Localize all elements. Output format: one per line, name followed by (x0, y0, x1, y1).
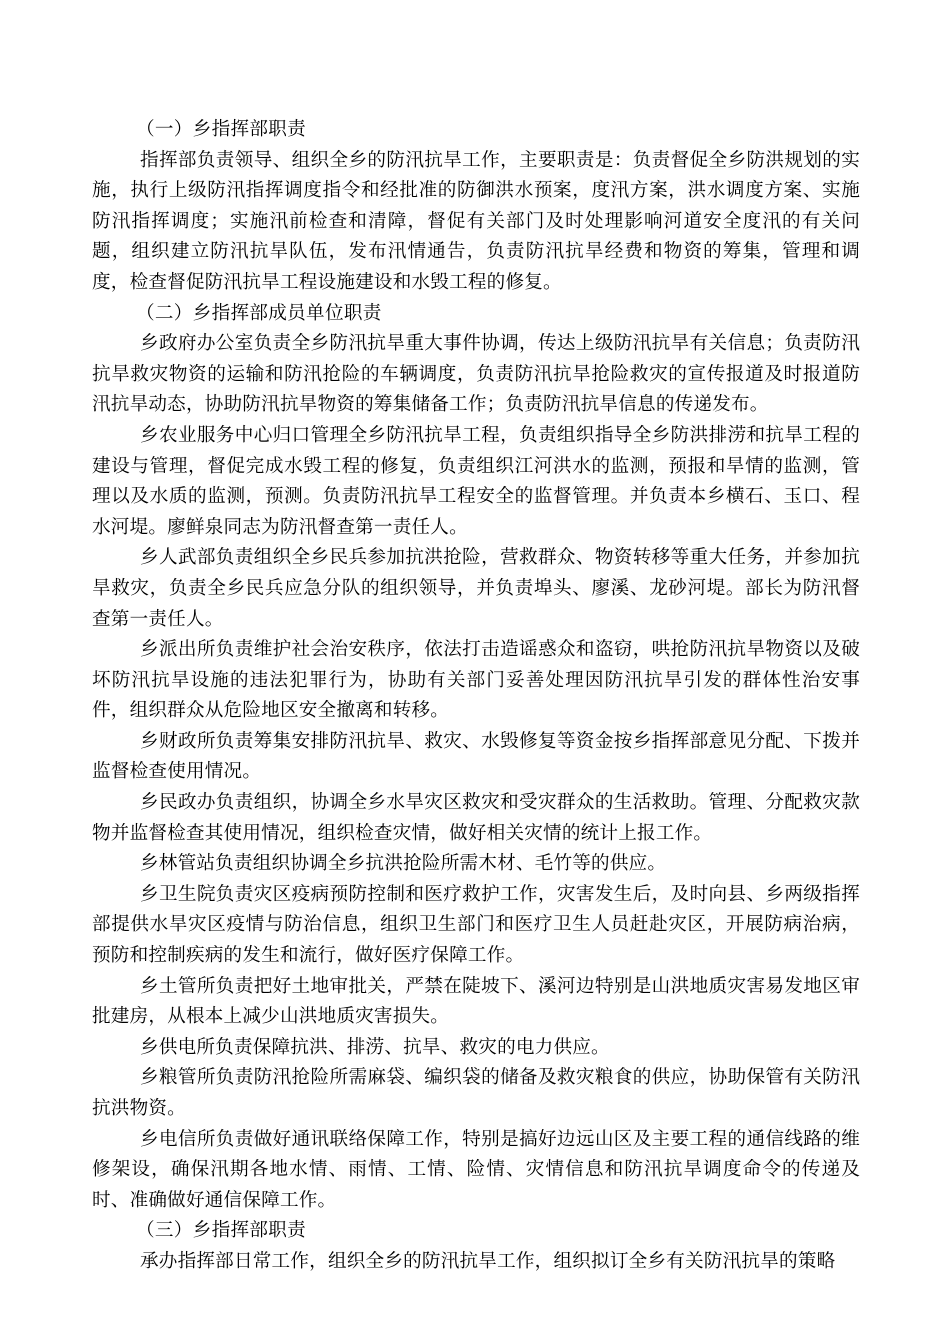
paragraph-health-center: 乡卫生院负责灾区疫病预防控制和医疗救护工作，灾害发生后，及时向县、乡两级指挥部提供水旱灾区疫情与防治信息，组织卫生部门和医疗卫生人员赶赴灾区，开展防病治病，预防和控制疾病的发生和流行，做好医疗保障工作。 (92, 883, 860, 967)
paragraph-agriculture-center: 乡农业服务中心归口管理全乡防汛抗旱工程，负责组织指导全乡防洪排涝和抗旱工程的建设与管理，督促完成水毁工程的修复，负责组织江河洪水的监测，预报和旱情的监测，管理以及水质的监测，预测。负责防汛抗旱工程安全的监督管理。并负责本乡横石、玉口、程水河堤。廖鲜泉同志为防汛督查第一责任人。 (92, 424, 860, 538)
paragraph-government-office: 乡政府办公室负责全乡防汛抗旱重大事件协调，传达上级防汛抗旱有关信息；负责防汛抗旱救灾物资的运输和防汛抢险的车辆调度，负责防汛抗旱抢险救灾的宣传报道及时报道防汛抗旱动态，协助防汛抗旱物资的筹集储备工作；负责防汛抗旱信息的传递发布。 (92, 333, 860, 416)
section-heading-2: （二）乡指挥部成员单位职责 (136, 302, 382, 324)
paragraph-civil-affairs: 乡民政办负责组织，协调全乡水旱灾区救灾和受灾群众的生活救助。管理、分配救灾款物并监督检查其使用情况，组织检查灾情，做好相关灾情的统计上报工作。 (92, 792, 860, 844)
paragraph-armed-forces: 乡人武部负责组织全乡民兵参加抗洪抢险，营救群众、物资转移等重大任务，并参加抗旱救灾，负责全乡民兵应急分队的组织领导，并负责埠头、廖溪、龙砂河堤。部长为防汛督查第一责任人。 (92, 547, 860, 630)
section-heading-3: （三）乡指挥部职责 (136, 1220, 307, 1242)
paragraph-grain-management: 乡粮管所负责防汛抢险所需麻袋、编织袋的储备及救灾粮食的供应，协助保管有关防汛抗洪物资。 (92, 1067, 860, 1119)
paragraph-office-duties: 承办指挥部日常工作，组织全乡的防汛抗旱工作，组织拟订全乡有关防汛抗旱的策略 (140, 1250, 836, 1272)
section-heading-1: （一）乡指挥部职责 (136, 119, 307, 140)
paragraph-finance: 乡财政所负责筹集安排防汛抗旱、救灾、水毁修复等资金按乡指挥部意见分配、下拨并监督检查使用情况。 (92, 730, 860, 783)
paragraph-land-management: 乡土管所负责把好土地审批关，严禁在陡坡下、溪河边特别是山洪地质灾害易发地区审批建房，从根本上减少山洪地质灾害损失。 (92, 975, 860, 1028)
document-page (92, 115, 860, 1278)
paragraph-command-duties: 指挥部负责领导、组织全乡的防汛抗旱工作，主要职责是：负责督促全乡防洪规划的实施，执行上级防汛指挥调度指令和经批准的防御洪水预案，度汛方案，洪水调度方案、实施防汛指挥调度；实施汛前检查和清障，督促有关部门及时处理影响河道安全度汛的有关问题，组织建立防汛抗旱队伍，发布汛情通告，负责防汛抗旱经费和物资的筹集，管理和调度，检查督促防汛抗旱工程设施建设和水毁工程的修复。 (92, 149, 860, 293)
paragraph-telecom: 乡电信所负责做好通讯联络保障工作，特别是搞好边远山区及主要工程的通信线路的维修架设，确保汛期各地水情、雨情、工情、险情、灾情信息和防汛抗旱调度命令的传递及时、准确做好通信保障工作。 (92, 1128, 860, 1211)
paragraph-forestry: 乡林管站负责组织协调全乡抗洪抢险所需木材、毛竹等的供应。 (140, 853, 667, 875)
paragraph-police-station: 乡派出所负责维护社会治安秩序，依法打击造谣惑众和盗窃，哄抢防汛抗旱物资以及破坏防汛抗旱设施的违法犯罪行为，协助有关部门妥善处理因防汛抗旱引发的群体性治安事件，组织群众从危险地区安全撤离和转移。 (92, 639, 860, 722)
paragraph-power-supply: 乡供电所负责保障抗洪、排涝、抗旱、救灾的电力供应。 (140, 1036, 610, 1058)
